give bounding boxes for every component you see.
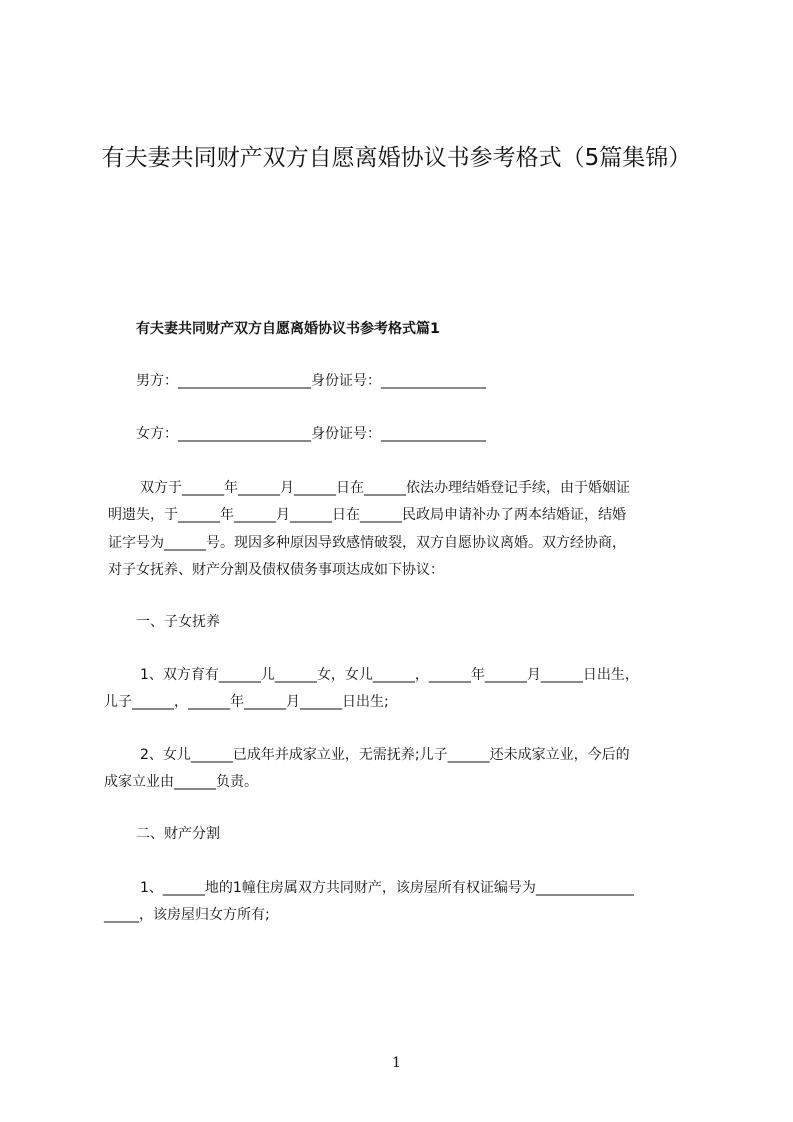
paragraph-line: 2、女儿______已成年并成家立业，无需抚养;儿子______还未成家立业，今后的	[140, 747, 630, 763]
subheading-property-division: 二、财产分割	[136, 826, 220, 842]
paragraph-line: 成家立业由______负责。	[104, 774, 258, 790]
male-party-line: 男方：___________________身份证号：_______________	[136, 373, 486, 389]
paragraph-line: 对子女抚养、财产分割及债权债务事项达成如下协议：	[108, 562, 444, 578]
female-party-line: 女方：___________________身份证号：_______________	[136, 426, 486, 442]
subheading-child-support: 一、子女抚养	[136, 614, 220, 630]
paragraph-line: 证字号为______号。现因多种原因导致感情破裂，双方自愿协议离婚。双方经协商，	[108, 535, 626, 551]
paragraph-line: 儿子______，______年______月______日出生;	[104, 694, 389, 710]
paragraph-line: _____，该房屋归女方所有;	[104, 907, 270, 923]
paragraph-line: 明遗失，于______年______月______日在______民政局申请补办了两本结婚证，结婚	[108, 507, 626, 523]
paragraph-line: 双方于______年______月______日在______依法办理结婚登记手续，由于婚姻证	[140, 480, 630, 496]
document-title: 有夫妻共同财产双方自愿离婚协议书参考格式（5篇集锦）	[101, 145, 692, 171]
section-heading: 有夫妻共同财产双方自愿离婚协议书参考格式篇1	[136, 321, 440, 337]
paragraph-line: 1、______地的1幢住房属双方共同财产，该房屋所有权证编号为______________	[140, 880, 634, 896]
paragraph-line: 1、双方育有______儿______女，女儿______，______年______月______日出生，	[140, 667, 639, 683]
page-number: 1	[392, 1055, 401, 1071]
